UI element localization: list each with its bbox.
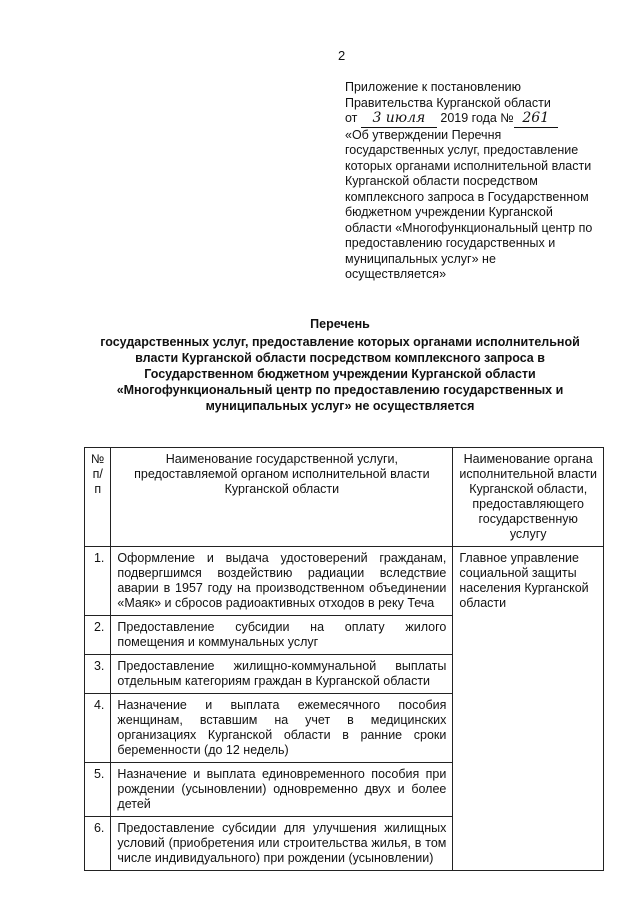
row-number: 3. [85, 655, 111, 694]
title-line: муниципальных услуг» не осуществляется [205, 399, 475, 413]
handwritten-date: 3 июля [361, 111, 437, 128]
appendix-line: муниципальных услуг» не [345, 251, 496, 266]
header-service: Наименование государственной услуги, предоставляемой органом исполнительной власти Курганской области [111, 448, 453, 547]
handwritten-number: 261 [514, 111, 558, 128]
services-table [84, 447, 604, 871]
title-line: Государственном бюджетном учреждении Курганской области [144, 367, 536, 381]
year-text: 2019 года № [440, 111, 514, 125]
service-name: Предоставление жилищно-коммунальной выплаты отдельным категориям граждан в Курганской области [111, 655, 453, 694]
appendix-date-line [345, 111, 610, 128]
appendix-line: области «Многофункциональный центр по [345, 220, 593, 235]
appendix-line: «Об утверждении Перечня [345, 127, 502, 142]
appendix-line: осуществляется» [345, 267, 447, 281]
service-name: Предоставление субсидии на оплату жилого помещения и коммунальных услуг [111, 616, 453, 655]
date-prefix: от [345, 111, 358, 125]
appendix-block [345, 80, 610, 283]
appendix-line: бюджетном учреждении Курганской [345, 205, 553, 219]
service-name: Предоставление субсидии для улучшения жилищных условий (приобретения или строительства жилья, в том числе индивидуального) при рождении (усыновлении) [111, 817, 453, 871]
title-line: власти Курганской области посредством комплексного запроса в [135, 351, 545, 365]
org-name: Главное управление социальной защиты населения Курганской области [453, 547, 604, 871]
row-number: 2. [85, 616, 111, 655]
header-org: Наименование органа исполнительной власти Курганской области, предоставляющего государственную услугу [453, 448, 604, 547]
service-name: Назначение и выплата ежемесячного пособия женщинам, вставшим на учет в медицинских организациях Курганской области в ранние сроки беременности (до 12 недель) [111, 694, 453, 763]
appendix-line: комплексного запроса в Государственном [345, 189, 589, 204]
row-number: 1. [85, 547, 111, 616]
appendix-line-1: Приложение к постановлению [345, 80, 521, 94]
service-name: Оформление и выдача удостоверений гражданам, подвергшимся воздействию радиации вследствие аварии в 1957 году на производственном объединении «Маяк» и сбросов радиоактивных отходов в реку Теча [111, 547, 453, 616]
title-heading: Перечень [310, 317, 370, 331]
table-row [85, 547, 604, 616]
table-header-row [85, 448, 604, 547]
appendix-line: которых органами исполнительной власти [345, 158, 592, 173]
appendix-line: государственных услуг, предоставление [345, 143, 579, 157]
title-line: государственных услуг, предоставление которых органами исполнительной [100, 335, 580, 349]
row-number: 5. [85, 763, 111, 817]
service-name: Назначение и выплата единовременного пособия при рождении (усыновлении) одновременно двух и более детей [111, 763, 453, 817]
appendix-line: Курганской области посредством [345, 174, 538, 188]
title-line: «Многофункциональный центр по предоставлению государственных и [116, 383, 564, 397]
document-title [70, 316, 610, 414]
appendix-line-2: Правительства Курганской области [345, 95, 551, 110]
appendix-line: предоставлению государственных и [345, 236, 556, 250]
row-number: 6. [85, 817, 111, 871]
row-number: 4. [85, 694, 111, 763]
page-number: 2 [338, 48, 346, 63]
header-num: № п/п [85, 448, 111, 547]
